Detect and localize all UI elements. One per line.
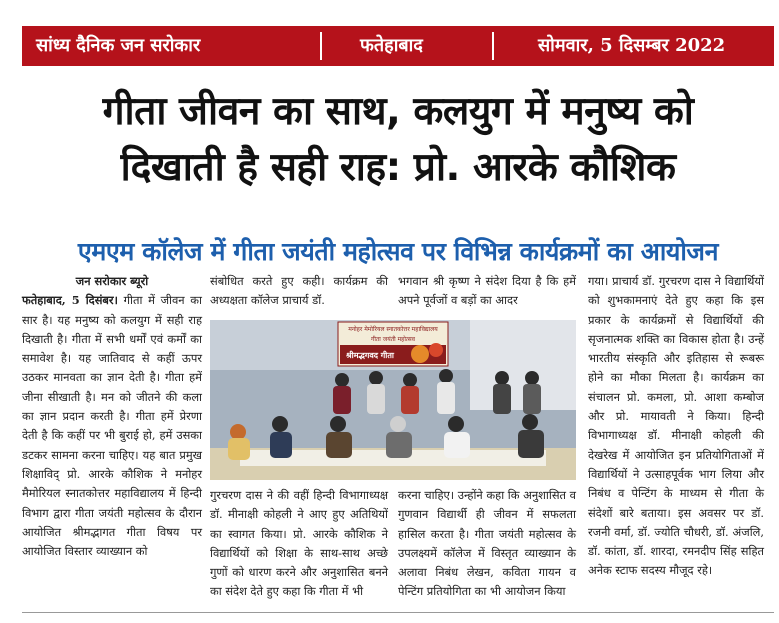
dateline: फतेहाबाद, 5 दिसंबर। xyxy=(22,293,118,308)
article-column-4 xyxy=(588,272,764,581)
column-4-text: गया। प्राचार्य डॉ. गुरचरण दास ने विद्यार्थियों को शुभकामनाएं देते हुए कहा कि इस प्रकार के कार्यक्रमों से विद्यार्थियों की सृजनात्मक शक्ति का विकास होता है। उन्हें भारतीय संस्कृति और इतिहास से रूबरू होने का मौका मिलता है। कार्यक्रम का संचालन प्रो. कमला, प्रो. आशा कम्बोज और प्रो. मायावती ने किया। हिन्दी विभागाध्यक्ष डॉ. मीनाक्षी कोहली की देखरेख में आयोजित इन प्रतियोगिताओं में विद्यार्थियों ने उत्साहपूर्वक भाग लिया और निबंध व पेन्टिंग के माध्यम से गीता के संदेशों बारे बताया। इस अवसर पर डॉ. रजनी वर्मा, डॉ. ज्योति चौधरी, डॉ. अंजलि, डॉ. कांता, डॉ. शारदा, रमनदीप सिंह सहित अनेक स्टाफ सदस्य मौजूद रहे। xyxy=(588,274,764,578)
column-2-bottom-text: गुरचरण दास ने की वहीं हिन्दी विभागाध्यक्ष डॉ. मीनाक्षी कोहली ने आए हुए अतिथियों का स्वागत किया। प्रो. आरके कौशिक ने विद्यार्थियों को शिक्षा के साथ-साथ अच्छे गुणों को धारण करने और अनुशासित बनने का संदेश देते हुए कहा कि गीता में भी xyxy=(210,488,388,599)
headline xyxy=(22,84,774,196)
city-name: फतेहाबाद xyxy=(360,35,423,56)
column-3-bottom-text: करना चाहिए। उन्होंने कहा कि अनुशासित व गुणवान विद्यार्थी ही जीवन में सफलता हासिल करता है। गीता जयंती महोत्सव के उपलक्ष्यमें कॉलेज में विस्तृत व्याख्यान के अलावा निबंध लेखन, कविता गायन व पेन्टिंग प्रतियोगिता का भी आयोजन किया xyxy=(398,488,576,599)
headline-line-2: दिखाती है सही राह: प्रो. आरके कौशिक xyxy=(120,145,676,190)
article-column-3-bottom xyxy=(398,486,576,602)
article-column-3-top xyxy=(398,272,576,311)
column-1-text: गीता में जीवन का सार है। यह मनुष्य को कलयुग में सही राह दिखाती है। गीता में सभी धर्मों एवं कर्मों का समावेश है। यह जातिवाद से कहीं ऊपर उठकर मानवता का ज्ञान देती है। गीता हमें जीना सीखाती है। मन को जीतने की कला का ज्ञान प्रदान करती है। गीता हमें प्रेरणा देती है कि कहीं पर भी बुराई हो, हमें उसका डटकर सामना करना चाहिए। यह बात प्रमुख शिक्षाविद् प्रो. आरके कौशिक ने मनोहर मैमोरियल स्नातकोत्तर महाविद्यालय में हिन्दी विभाग द्वारा गीता जयंती महोत्सव के दौरान आयोजित श्रीमद्भागत गीता विषय पर आयोजित विस्तार व्याख्यान को xyxy=(22,293,203,559)
headline-line-1: गीता जीवन का साथ, कलयुग में मनुष्य को xyxy=(102,89,694,134)
subheadline: एमएम कॉलेज में गीता जयंती महोत्सव पर विभिन्न कार्यक्रमों का आयोजन xyxy=(77,237,719,266)
masthead-divider xyxy=(492,32,494,60)
page-bottom-rule xyxy=(22,612,774,613)
banner-line-1: मनोहर मेमोरियल स्नातकोत्तर महाविद्यालय xyxy=(348,326,438,333)
masthead-divider xyxy=(320,32,322,60)
column-3-top-text: भगवान श्री कृष्ण ने संदेश दिया है कि हमें अपने पूर्वजों व बड़ों का आदर xyxy=(398,274,576,308)
article-column-2-bottom xyxy=(210,486,388,602)
masthead-bar xyxy=(22,26,774,66)
banner-line-2: गीता जयंती महोत्सव xyxy=(370,336,416,343)
bureau-credit: जन सरोकार ब्यूरो xyxy=(75,274,149,288)
event-photo xyxy=(210,320,576,480)
issue-date: सोमवार, 5 दिसम्बर 2022 xyxy=(538,35,726,56)
banner-line-3: श्रीमद्भगवद गीता xyxy=(345,351,395,360)
article-column-1 xyxy=(22,272,202,561)
column-2-top-text: संबोधित करते हुए कही। कार्यक्रम की अध्यक्षता कॉलेज प्राचार्य डॉ. xyxy=(210,274,388,308)
publication-name: सांध्य दैनिक जन सरोकार xyxy=(36,35,201,56)
article-column-2-top xyxy=(210,272,388,311)
